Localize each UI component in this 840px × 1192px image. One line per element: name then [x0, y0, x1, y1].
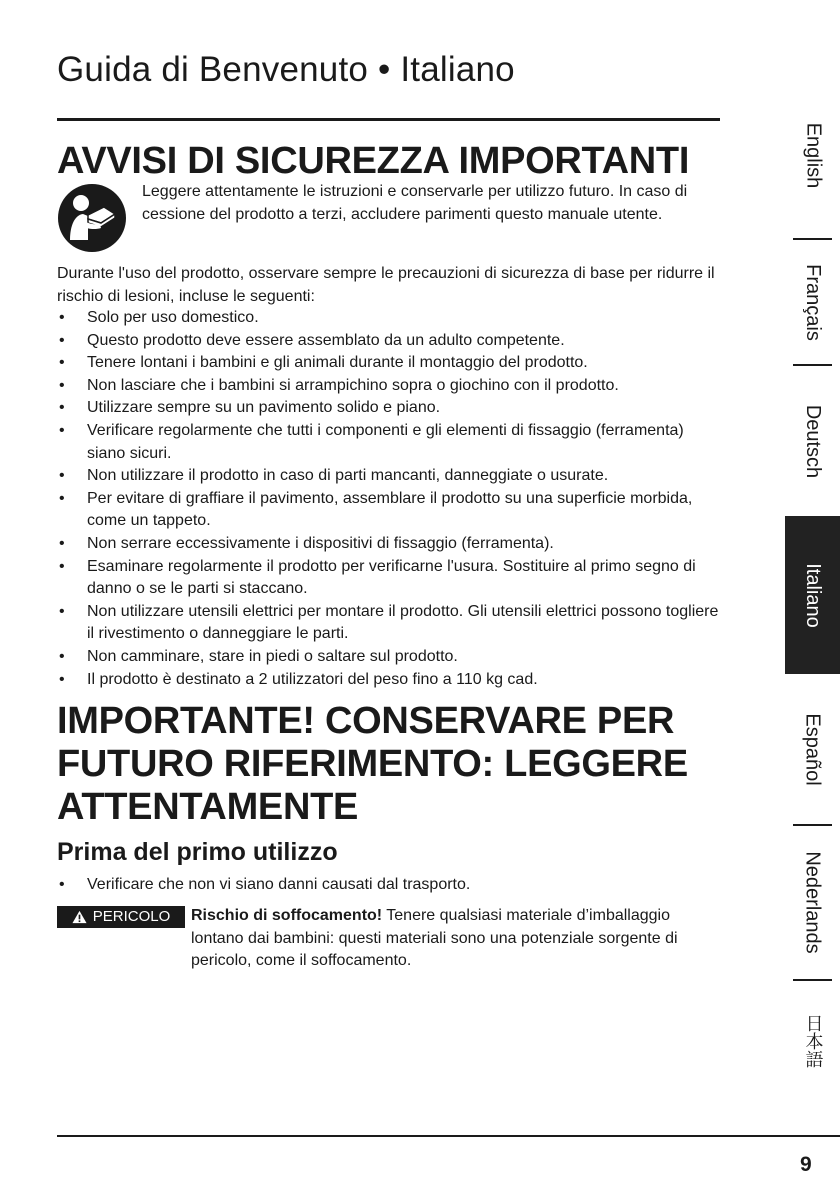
- tab-label: 日本語: [802, 1014, 824, 1068]
- list-item: • Non lasciare che i bambini si arrampichino sopra o giochino con il prodotto.: [57, 375, 722, 398]
- page-number: 9: [800, 1153, 812, 1176]
- first-use-list: [57, 874, 722, 897]
- danger-body: Tenere qualsiasi materiale d’imballaggio lontano dai bambini: questi materiali sono una potenziale sorgente di pericolo, come il soffocamento.: [191, 907, 678, 970]
- list-item: • Utilizzare sempre su un pavimento solido e piano.: [57, 397, 722, 420]
- danger-text: [191, 905, 726, 973]
- tab-japanese[interactable]: [785, 981, 840, 1101]
- list-item: • Non utilizzare utensili elettrici per montare il prodotto. Gli utensili elettrici possono togliere il rivestimento o danneggiare le parti.: [57, 601, 722, 646]
- tab-label: Italiano: [802, 562, 824, 628]
- list-item: • Tenere lontani i bambini e gli animali durante il montaggio del prodotto.: [57, 352, 722, 375]
- tab-nederlands[interactable]: [785, 826, 840, 979]
- safety-heading: AVVISI DI SICUREZZA IMPORTANTI: [57, 140, 690, 182]
- list-item: • Il prodotto è destinato a 2 utilizzatori del peso fino a 110 kg cad.: [57, 669, 722, 692]
- tab-francais[interactable]: [785, 240, 840, 365]
- list-item: • Non camminare, stare in piedi o saltare sul prodotto.: [57, 646, 722, 669]
- tab-english[interactable]: [785, 70, 840, 240]
- page-header-title: Guida di Benvenuto • Italiano: [57, 50, 515, 89]
- safety-lead-text: Durante l'uso del prodotto, osservare sempre le precauzioni di sicurezza di base per ridurre il rischio di lesioni, incluse le seguenti:: [57, 265, 715, 305]
- list-item: • Per evitare di graffiare il pavimento, assemblare il prodotto su una superficie morbida, come un tappeto.: [57, 488, 722, 533]
- warning-triangle-icon: [72, 910, 87, 924]
- tab-italiano[interactable]: [785, 516, 840, 674]
- read-manual-icon: [57, 183, 127, 253]
- list-item: • Esaminare regolarmente il prodotto per verificarne l'usura. Sostituire al primo segno di danno o se le parti si staccano.: [57, 556, 722, 601]
- tab-espanol[interactable]: [785, 674, 840, 824]
- list-item: • Solo per uso domestico.: [57, 307, 722, 330]
- list-item: • Questo prodotto deve essere assemblato da un adulto competente.: [57, 330, 722, 353]
- tab-deutsch[interactable]: [785, 366, 840, 516]
- list-item: • Verificare regolarmente che tutti i componenti e gli elementi di fissaggio (ferramenta) siano sicuri.: [57, 420, 722, 465]
- list-item: • Verificare che non vi siano danni causati dal trasporto.: [57, 874, 722, 897]
- footer-divider: [57, 1135, 840, 1137]
- important-heading: IMPORTANTE! CONSERVARE PER FUTURO RIFERIMENTO: LEGGERE ATTENTAMENTE: [57, 700, 688, 828]
- safety-list: [57, 307, 722, 691]
- list-item: • Non serrare eccessivamente i dispositivi di fissaggio (ferramenta).: [57, 533, 722, 556]
- first-use-heading: Prima del primo utilizzo: [57, 838, 338, 866]
- tab-label: Deutsch: [802, 404, 824, 478]
- tab-label: Français: [802, 264, 825, 341]
- tab-label: Nederlands: [802, 851, 825, 954]
- tab-label: Español: [802, 712, 824, 786]
- danger-title: Rischio di soffocamento!: [191, 907, 383, 924]
- danger-badge: [57, 906, 185, 928]
- safety-intro-text: Leggere attentamente le istruzioni e conservarle per utilizzo futuro. In caso di cessione del prodotto a terzi, accludere parimenti questo manuale utente.: [142, 183, 688, 223]
- tab-label: English: [802, 122, 825, 188]
- language-tabs: [785, 70, 840, 1140]
- danger-label: PERICOLO: [92, 908, 171, 925]
- list-item: • Non utilizzare il prodotto in caso di parti mancanti, danneggiate o usurate.: [57, 465, 722, 488]
- header-divider: [57, 118, 720, 121]
